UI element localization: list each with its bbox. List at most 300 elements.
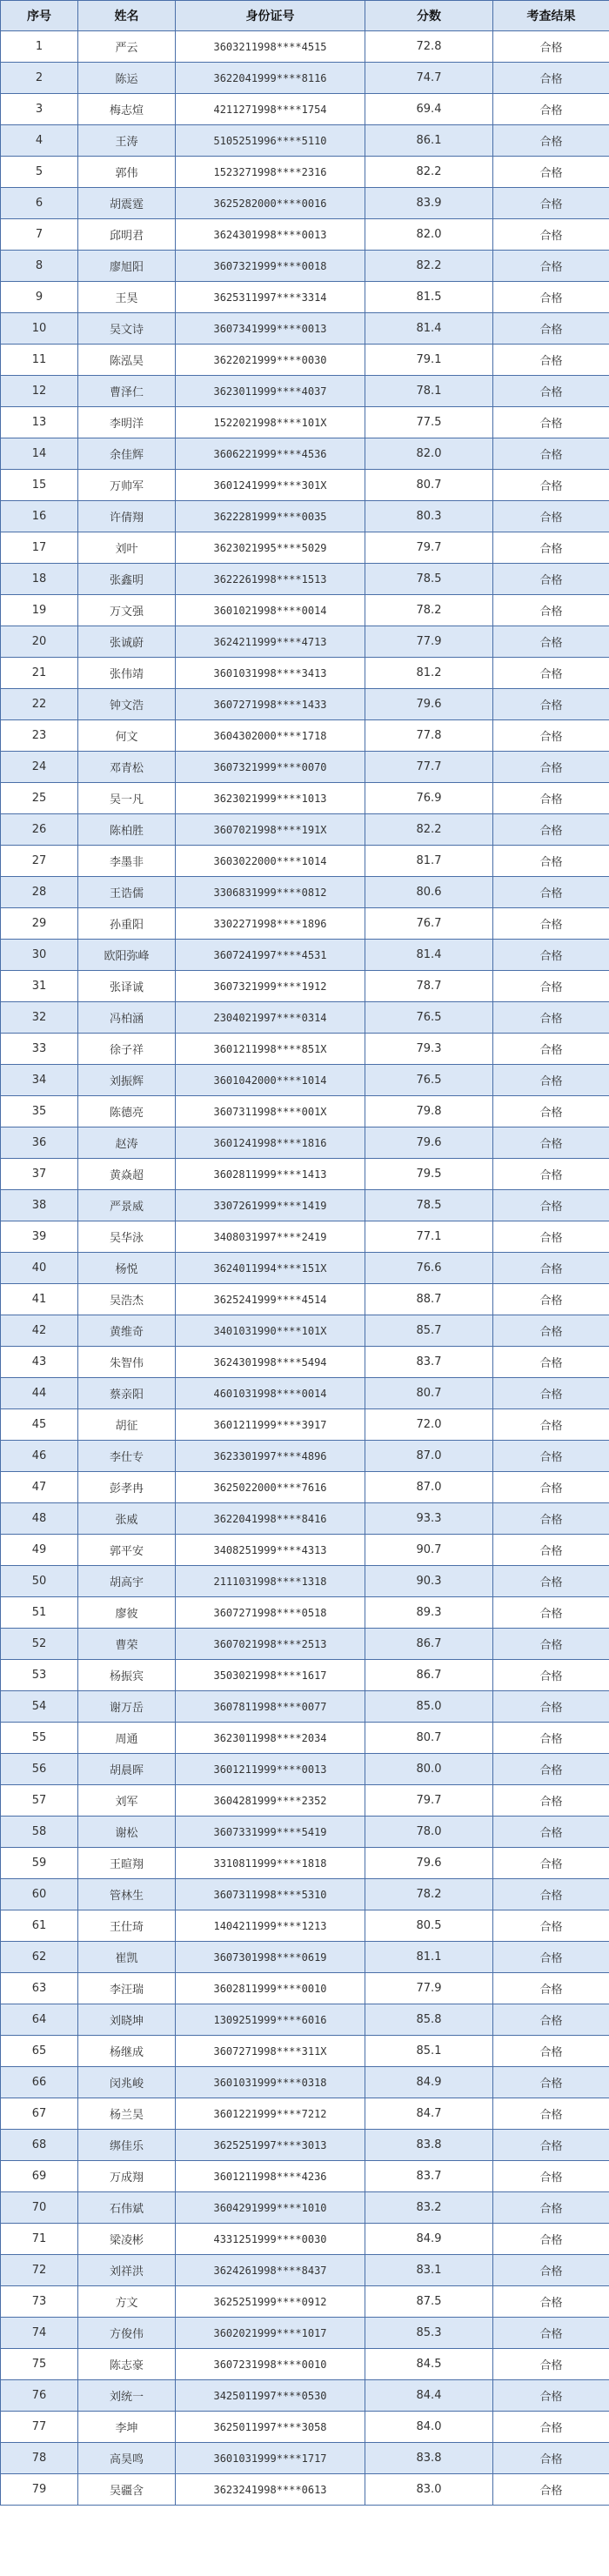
serial-number-cell: 18 (1, 564, 78, 595)
score-cell: 84.9 (365, 2224, 493, 2255)
name-cell: 刘叶 (78, 532, 176, 564)
name-cell: 黄焱超 (78, 1159, 176, 1190)
serial-number-cell: 43 (1, 1347, 78, 1378)
name-cell: 刘军 (78, 1785, 176, 1817)
id-number-cell: 3606221999****4536 (176, 438, 365, 470)
id-number-cell: 3624301998****0013 (176, 219, 365, 251)
id-number-cell: 2111031998****1318 (176, 1566, 365, 1597)
name-cell: 王诰儒 (78, 877, 176, 908)
serial-number-cell: 55 (1, 1723, 78, 1754)
table-row (1, 1660, 609, 1691)
result-cell: 合格 (493, 971, 609, 1002)
id-number-cell: 3602021999****1017 (176, 2318, 365, 2349)
score-cell: 80.3 (365, 501, 493, 532)
table-row (1, 720, 609, 752)
id-number-cell: 3625251997****3013 (176, 2130, 365, 2161)
score-cell: 76.5 (365, 1065, 493, 1096)
score-cell: 80.6 (365, 877, 493, 908)
score-cell: 82.2 (365, 814, 493, 846)
table-row (1, 2130, 609, 2161)
name-cell: 刘晓坤 (78, 2004, 176, 2036)
table-row (1, 2098, 609, 2130)
name-cell: 吴一凡 (78, 783, 176, 814)
score-cell: 85.1 (365, 2036, 493, 2067)
id-number-cell: 3607271998****1433 (176, 689, 365, 720)
table-row (1, 1597, 609, 1629)
score-cell: 83.7 (365, 1347, 493, 1378)
score-cell: 72.0 (365, 1409, 493, 1441)
table-row (1, 1817, 609, 1848)
score-cell: 82.0 (365, 219, 493, 251)
serial-number-cell: 62 (1, 1942, 78, 1973)
serial-number-cell: 68 (1, 2130, 78, 2161)
id-number-cell: 1523271998****2316 (176, 157, 365, 188)
name-cell: 李仕专 (78, 1441, 176, 1472)
serial-number-cell: 57 (1, 1785, 78, 1817)
table-row (1, 1723, 609, 1754)
result-cell: 合格 (493, 407, 609, 438)
result-cell: 合格 (493, 1127, 609, 1159)
result-cell: 合格 (493, 1691, 609, 1723)
score-cell: 79.6 (365, 1848, 493, 1879)
name-cell: 管林生 (78, 1879, 176, 1910)
name-cell: 杨悦 (78, 1253, 176, 1284)
result-cell: 合格 (493, 908, 609, 940)
serial-number-cell: 61 (1, 1910, 78, 1942)
id-number-cell: 3601241998****1816 (176, 1127, 365, 1159)
result-cell: 合格 (493, 2161, 609, 2192)
table-row (1, 1629, 609, 1660)
serial-number-cell: 17 (1, 532, 78, 564)
result-cell: 合格 (493, 2067, 609, 2098)
result-cell: 合格 (493, 626, 609, 658)
id-number-cell: 3601241999****301X (176, 470, 365, 501)
id-number-cell: 3622281999****0035 (176, 501, 365, 532)
table-row (1, 1472, 609, 1503)
table-row (1, 63, 609, 94)
table-row (1, 1065, 609, 1096)
score-cell: 90.7 (365, 1535, 493, 1566)
score-cell: 89.3 (365, 1597, 493, 1629)
name-cell: 赵涛 (78, 1127, 176, 1159)
serial-number-cell: 28 (1, 877, 78, 908)
score-cell: 93.3 (365, 1503, 493, 1535)
id-number-cell: 3310811999****1818 (176, 1848, 365, 1879)
table-row (1, 219, 609, 251)
result-cell: 合格 (493, 1190, 609, 1221)
result-cell: 合格 (493, 877, 609, 908)
table-row (1, 438, 609, 470)
id-number-cell: 3425011997****0530 (176, 2380, 365, 2412)
id-number-cell: 3607231998****0010 (176, 2349, 365, 2380)
result-cell: 合格 (493, 470, 609, 501)
score-cell: 81.1 (365, 1942, 493, 1973)
id-number-cell: 3607301998****0619 (176, 1942, 365, 1973)
id-number-cell: 4601031998****0014 (176, 1378, 365, 1409)
serial-number-cell: 50 (1, 1566, 78, 1597)
table-row (1, 2443, 609, 2474)
name-cell: 邓青松 (78, 752, 176, 783)
result-cell: 合格 (493, 1347, 609, 1378)
result-cell: 合格 (493, 376, 609, 407)
table-row (1, 345, 609, 376)
score-cell: 80.5 (365, 1910, 493, 1942)
serial-number-cell: 60 (1, 1879, 78, 1910)
result-cell: 合格 (493, 282, 609, 313)
serial-number-cell: 52 (1, 1629, 78, 1660)
id-number-cell: 3604302000****1718 (176, 720, 365, 752)
serial-number-cell: 8 (1, 251, 78, 282)
result-cell: 合格 (493, 1566, 609, 1597)
name-cell: 廖彼 (78, 1597, 176, 1629)
result-cell: 合格 (493, 2380, 609, 2412)
id-number-cell: 3601031998****3413 (176, 658, 365, 689)
table-row (1, 1034, 609, 1065)
name-cell: 何文 (78, 720, 176, 752)
table-row (1, 157, 609, 188)
result-cell: 合格 (493, 1817, 609, 1848)
name-cell: 杨继成 (78, 2036, 176, 2067)
name-cell: 曹荣 (78, 1629, 176, 1660)
serial-number-cell: 54 (1, 1691, 78, 1723)
result-cell: 合格 (493, 1535, 609, 1566)
serial-number-cell: 69 (1, 2161, 78, 2192)
table-row (1, 501, 609, 532)
score-cell: 83.1 (365, 2255, 493, 2286)
serial-number-cell: 58 (1, 1817, 78, 1848)
header-score: 分数 (365, 1, 493, 31)
score-cell: 80.7 (365, 470, 493, 501)
serial-number-cell: 73 (1, 2286, 78, 2318)
score-cell: 84.7 (365, 2098, 493, 2130)
id-number-cell: 3607271998****0518 (176, 1597, 365, 1629)
name-cell: 徐子祥 (78, 1034, 176, 1065)
table-body (1, 31, 609, 2506)
id-number-cell: 3623241998****0613 (176, 2474, 365, 2506)
result-cell: 合格 (493, 1065, 609, 1096)
id-number-cell: 3625022000****7616 (176, 1472, 365, 1503)
serial-number-cell: 75 (1, 2349, 78, 2380)
name-cell: 刘振辉 (78, 1065, 176, 1096)
serial-number-cell: 42 (1, 1315, 78, 1347)
name-cell: 张鑫明 (78, 564, 176, 595)
name-cell: 崔凯 (78, 1942, 176, 1973)
serial-number-cell: 15 (1, 470, 78, 501)
score-cell: 69.4 (365, 94, 493, 125)
serial-number-cell: 56 (1, 1754, 78, 1785)
id-number-cell: 3607311998****5310 (176, 1879, 365, 1910)
id-number-cell: 3625311997****3314 (176, 282, 365, 313)
name-cell: 吴华泳 (78, 1221, 176, 1253)
serial-number-cell: 66 (1, 2067, 78, 2098)
name-cell: 王暄翔 (78, 1848, 176, 1879)
name-cell: 陈柏胜 (78, 814, 176, 846)
name-cell: 朱智伟 (78, 1347, 176, 1378)
name-cell: 黄维奇 (78, 1315, 176, 1347)
serial-number-cell: 20 (1, 626, 78, 658)
score-cell: 83.2 (365, 2192, 493, 2224)
name-cell: 刘统一 (78, 2380, 176, 2412)
header-row (1, 1, 609, 31)
id-number-cell: 3601031999****0318 (176, 2067, 365, 2098)
name-cell: 王仕琦 (78, 1910, 176, 1942)
serial-number-cell: 27 (1, 846, 78, 877)
serial-number-cell: 1 (1, 31, 78, 63)
serial-number-cell: 72 (1, 2255, 78, 2286)
score-cell: 85.8 (365, 2004, 493, 2036)
score-cell: 83.7 (365, 2161, 493, 2192)
name-cell: 张威 (78, 1503, 176, 1535)
name-cell: 李明洋 (78, 407, 176, 438)
result-cell: 合格 (493, 2098, 609, 2130)
table-row (1, 125, 609, 157)
name-cell: 吴浩杰 (78, 1284, 176, 1315)
table-row (1, 940, 609, 971)
serial-number-cell: 30 (1, 940, 78, 971)
serial-number-cell: 31 (1, 971, 78, 1002)
name-cell: 陈运 (78, 63, 176, 94)
name-cell: 张伟靖 (78, 658, 176, 689)
table-row (1, 689, 609, 720)
id-number-cell: 3602811999****1413 (176, 1159, 365, 1190)
score-cell: 76.9 (365, 783, 493, 814)
score-cell: 87.0 (365, 1441, 493, 1472)
score-cell: 79.7 (365, 1785, 493, 1817)
table-row (1, 783, 609, 814)
header-name: 姓名 (78, 1, 176, 31)
table-row (1, 908, 609, 940)
serial-number-cell: 11 (1, 345, 78, 376)
serial-number-cell: 26 (1, 814, 78, 846)
id-number-cell: 3623021995****5029 (176, 532, 365, 564)
table-row (1, 1848, 609, 1879)
score-cell: 77.9 (365, 626, 493, 658)
result-cell: 合格 (493, 1034, 609, 1065)
score-cell: 80.0 (365, 1754, 493, 1785)
result-cell: 合格 (493, 157, 609, 188)
id-number-cell: 3623011998****2034 (176, 1723, 365, 1754)
serial-number-cell: 41 (1, 1284, 78, 1315)
serial-number-cell: 25 (1, 783, 78, 814)
name-cell: 高昊鸣 (78, 2443, 176, 2474)
score-cell: 74.7 (365, 63, 493, 94)
table-row (1, 1691, 609, 1723)
serial-number-cell: 53 (1, 1660, 78, 1691)
result-cell: 合格 (493, 720, 609, 752)
score-cell: 80.7 (365, 1723, 493, 1754)
id-number-cell: 3603022000****1014 (176, 846, 365, 877)
name-cell: 万帅军 (78, 470, 176, 501)
name-cell: 方俊伟 (78, 2318, 176, 2349)
serial-number-cell: 71 (1, 2224, 78, 2255)
score-cell: 76.7 (365, 908, 493, 940)
result-cell: 合格 (493, 2286, 609, 2318)
name-cell: 张译诚 (78, 971, 176, 1002)
name-cell: 陈志豪 (78, 2349, 176, 2380)
serial-number-cell: 65 (1, 2036, 78, 2067)
id-number-cell: 3623301997****4896 (176, 1441, 365, 1472)
result-cell: 合格 (493, 752, 609, 783)
id-number-cell: 3607021998****2513 (176, 1629, 365, 1660)
result-cell: 合格 (493, 501, 609, 532)
id-number-cell: 3622261998****1513 (176, 564, 365, 595)
result-cell: 合格 (493, 1942, 609, 1973)
table-row (1, 2286, 609, 2318)
result-cell: 合格 (493, 846, 609, 877)
table-row (1, 1973, 609, 2004)
serial-number-cell: 12 (1, 376, 78, 407)
serial-number-cell: 48 (1, 1503, 78, 1535)
table-row (1, 31, 609, 63)
name-cell: 张诚蔚 (78, 626, 176, 658)
id-number-cell: 3306831999****0812 (176, 877, 365, 908)
name-cell: 杨兰昊 (78, 2098, 176, 2130)
serial-number-cell: 64 (1, 2004, 78, 2036)
result-cell: 合格 (493, 1378, 609, 1409)
serial-number-cell: 36 (1, 1127, 78, 1159)
result-cell: 合格 (493, 2130, 609, 2161)
serial-number-cell: 23 (1, 720, 78, 752)
name-cell: 吴文诗 (78, 313, 176, 345)
score-cell: 84.0 (365, 2412, 493, 2443)
table-row (1, 877, 609, 908)
result-cell: 合格 (493, 2474, 609, 2506)
header-serial-number: 序号 (1, 1, 78, 31)
id-number-cell: 3607331999****5419 (176, 1817, 365, 1848)
name-cell: 孙重阳 (78, 908, 176, 940)
table-row (1, 2349, 609, 2380)
serial-number-cell: 32 (1, 1002, 78, 1034)
result-cell: 合格 (493, 2443, 609, 2474)
score-cell: 82.2 (365, 157, 493, 188)
result-cell: 合格 (493, 689, 609, 720)
name-cell: 李墨非 (78, 846, 176, 877)
header-result: 考查结果 (493, 1, 609, 31)
table-row (1, 1002, 609, 1034)
table-row (1, 2255, 609, 2286)
table-row (1, 1347, 609, 1378)
score-cell: 78.7 (365, 971, 493, 1002)
score-cell: 87.0 (365, 1472, 493, 1503)
id-number-cell: 3601031999****1717 (176, 2443, 365, 2474)
result-cell: 合格 (493, 438, 609, 470)
name-cell: 胡晨晖 (78, 1754, 176, 1785)
table-row (1, 626, 609, 658)
table-row (1, 2161, 609, 2192)
serial-number-cell: 34 (1, 1065, 78, 1096)
table-row (1, 2192, 609, 2224)
serial-number-cell: 78 (1, 2443, 78, 2474)
table-row (1, 376, 609, 407)
serial-number-cell: 19 (1, 595, 78, 626)
score-cell: 84.5 (365, 2349, 493, 2380)
serial-number-cell: 35 (1, 1096, 78, 1127)
table-row (1, 1253, 609, 1284)
serial-number-cell: 33 (1, 1034, 78, 1065)
name-cell: 梅志煊 (78, 94, 176, 125)
serial-number-cell: 6 (1, 188, 78, 219)
score-cell: 83.9 (365, 188, 493, 219)
result-cell: 合格 (493, 1472, 609, 1503)
id-number-cell: 4211271998****1754 (176, 94, 365, 125)
score-cell: 81.4 (365, 940, 493, 971)
id-number-cell: 3622041999****8116 (176, 63, 365, 94)
id-number-cell: 3625282000****0016 (176, 188, 365, 219)
score-cell: 77.1 (365, 1221, 493, 1253)
serial-number-cell: 21 (1, 658, 78, 689)
result-cell: 合格 (493, 1723, 609, 1754)
serial-number-cell: 77 (1, 2412, 78, 2443)
id-number-cell: 3607321999****0018 (176, 251, 365, 282)
name-cell: 吴疆含 (78, 2474, 176, 2506)
name-cell: 绑佳乐 (78, 2130, 176, 2161)
table-row (1, 846, 609, 877)
table-row (1, 313, 609, 345)
id-number-cell: 3602811999****0010 (176, 1973, 365, 2004)
id-number-cell: 3622041998****8416 (176, 1503, 365, 1535)
id-number-cell: 3401031990****101X (176, 1315, 365, 1347)
name-cell: 王涛 (78, 125, 176, 157)
id-number-cell: 3607311998****001X (176, 1096, 365, 1127)
result-cell: 合格 (493, 1848, 609, 1879)
table-row (1, 532, 609, 564)
serial-number-cell: 29 (1, 908, 78, 940)
result-cell: 合格 (493, 2004, 609, 2036)
result-cell: 合格 (493, 1910, 609, 1942)
score-cell: 90.3 (365, 1566, 493, 1597)
name-cell: 胡高宇 (78, 1566, 176, 1597)
table-row (1, 2067, 609, 2098)
table-row (1, 2474, 609, 2506)
name-cell: 欧阳弥峰 (78, 940, 176, 971)
name-cell: 周通 (78, 1723, 176, 1754)
serial-number-cell: 51 (1, 1597, 78, 1629)
id-number-cell: 3601042000****1014 (176, 1065, 365, 1096)
result-cell: 合格 (493, 1973, 609, 2004)
id-number-cell: 3601021998****0014 (176, 595, 365, 626)
result-cell: 合格 (493, 564, 609, 595)
serial-number-cell: 7 (1, 219, 78, 251)
serial-number-cell: 16 (1, 501, 78, 532)
result-cell: 合格 (493, 94, 609, 125)
id-number-cell: 3624011994****151X (176, 1253, 365, 1284)
result-cell: 合格 (493, 1221, 609, 1253)
id-number-cell: 3603211998****4515 (176, 31, 365, 63)
result-cell: 合格 (493, 1284, 609, 1315)
id-number-cell: 3601211998****851X (176, 1034, 365, 1065)
score-cell: 86.7 (365, 1660, 493, 1691)
serial-number-cell: 79 (1, 2474, 78, 2506)
score-cell: 77.8 (365, 720, 493, 752)
result-cell: 合格 (493, 783, 609, 814)
score-cell: 87.5 (365, 2286, 493, 2318)
name-cell: 许倩翔 (78, 501, 176, 532)
id-number-cell: 3625011997****3058 (176, 2412, 365, 2443)
score-cell: 84.4 (365, 2380, 493, 2412)
serial-number-cell: 3 (1, 94, 78, 125)
result-cell: 合格 (493, 31, 609, 63)
table-row (1, 2224, 609, 2255)
id-number-cell: 3625241999****4514 (176, 1284, 365, 1315)
score-cell: 85.0 (365, 1691, 493, 1723)
name-cell: 廖旭阳 (78, 251, 176, 282)
serial-number-cell: 24 (1, 752, 78, 783)
id-number-cell: 3622021999****0030 (176, 345, 365, 376)
table-row (1, 282, 609, 313)
score-cell: 77.5 (365, 407, 493, 438)
result-cell: 合格 (493, 1096, 609, 1127)
serial-number-cell: 2 (1, 63, 78, 94)
